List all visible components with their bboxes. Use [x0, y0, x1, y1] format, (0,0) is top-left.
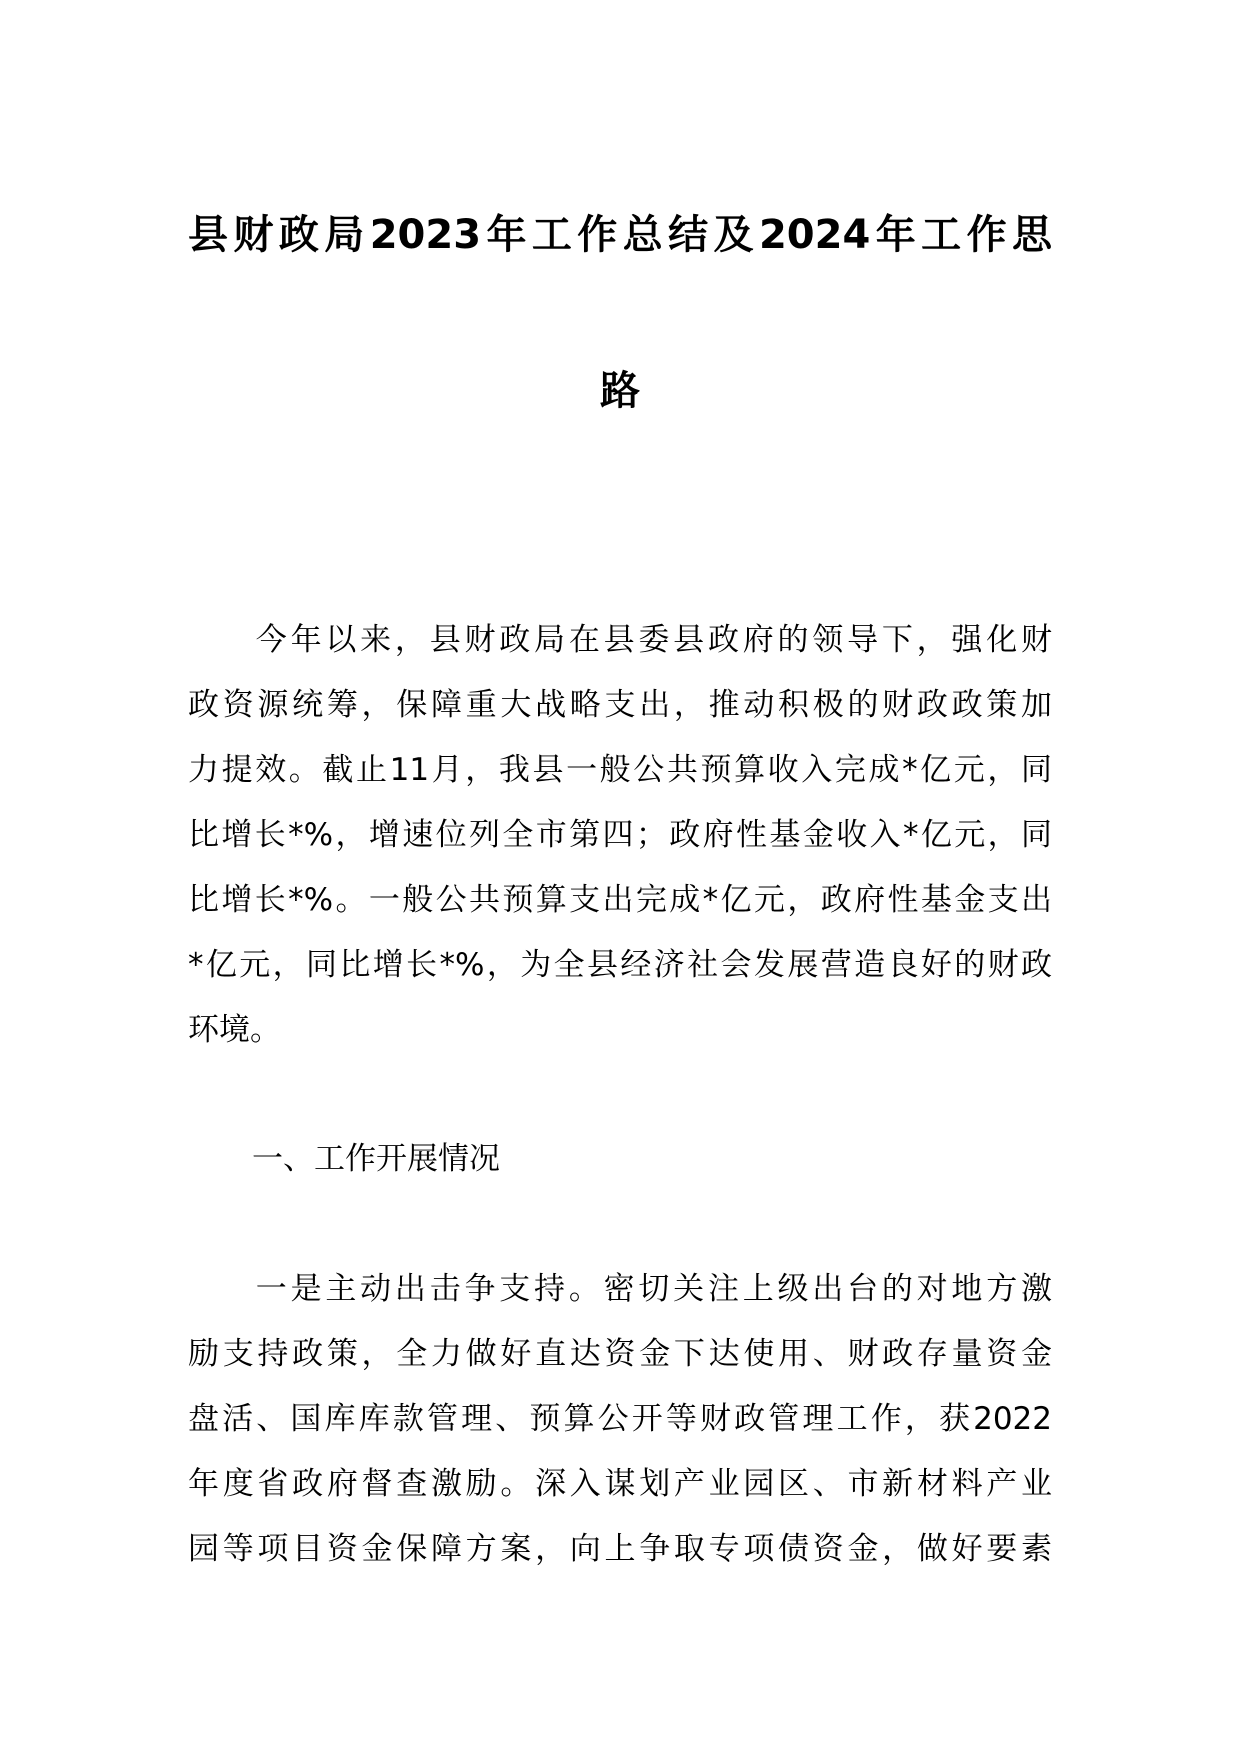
paragraph-line: 政资源统筹，保障重大战略支出，推动积极的财政政策加: [188, 687, 1052, 723]
paragraph-line: 盘活、国库库款管理、预算公开等财政管理工作，获2022: [188, 1401, 1052, 1437]
paragraph-line: 一是主动出击争支持。密切关注上级出台的对地方激: [252, 1271, 1052, 1307]
paragraph-line: 比增长*%。一般公共预算支出完成*亿元，政府性基金支出: [188, 882, 1052, 918]
section-heading: [188, 1127, 1052, 1192]
document-title-line-1: 县财政局2023年工作总结及2024年工作思: [188, 212, 1052, 258]
paragraph-line: 今年以来，县财政局在县委县政府的领导下，强化财: [252, 622, 1052, 658]
paragraph-line: *亿元，同比增长*%，为全县经济社会发展营造良好的财政: [188, 947, 1052, 983]
paragraph-line: 环境。: [188, 1012, 281, 1048]
paragraph-line: 园等项目资金保障方案，向上争取专项债资金，做好要素: [188, 1531, 1052, 1567]
intro-paragraph: [188, 608, 1052, 1063]
paragraph-line: 力提效。截止11月，我县一般公共预算收入完成*亿元，同: [188, 752, 1052, 788]
paragraph-line: 年度省政府督查激励。深入谋划产业园区、市新材料产业: [188, 1466, 1052, 1502]
document-title-line-2: 路: [600, 368, 640, 414]
paragraph-line: 励支持政策，全力做好直达资金下达使用、财政存量资金: [188, 1336, 1052, 1372]
paragraph-line: 比增长*%，增速位列全市第四；政府性基金收入*亿元，同: [188, 817, 1052, 853]
section-heading-line: 一、工作开展情况: [252, 1141, 500, 1177]
section-paragraph: [188, 1257, 1052, 1582]
